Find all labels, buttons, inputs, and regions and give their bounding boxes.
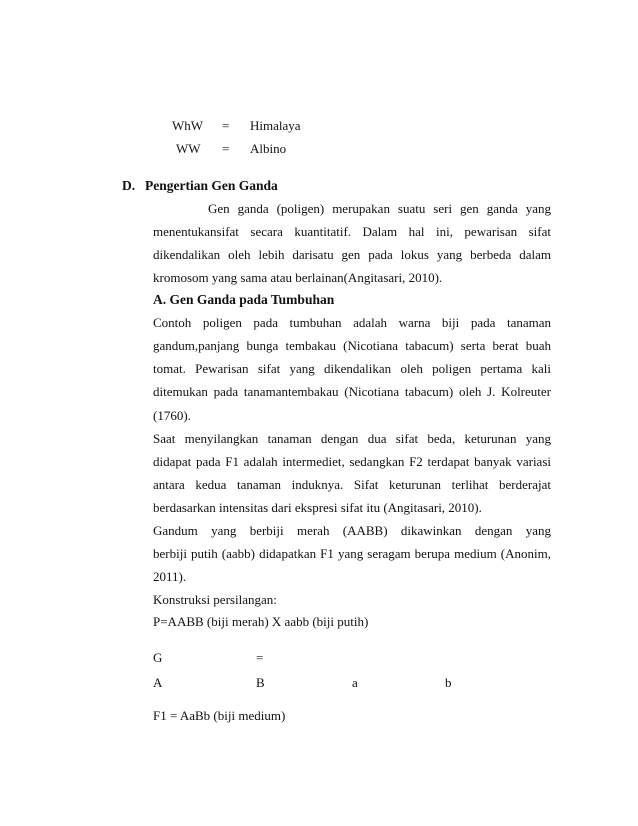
paragraph-line: berdasarkan intensitas dari ekspresi sifat itu (Angitasari, 2010). (153, 500, 482, 515)
equals-sign: = (222, 141, 230, 156)
parental-cross: P=AABB (biji merah) X aabb (biji putih) (153, 614, 369, 629)
gamete-a-lower: a (352, 675, 358, 690)
gamete-b-upper: B (256, 675, 265, 690)
paragraph-line: 2011). (153, 569, 187, 584)
genotype-whw: WhW (172, 118, 204, 133)
gamete-a-upper: A (153, 675, 163, 690)
paragraph-line: kromosom yang sama atau berlainan(Angitasari, 2010). (153, 270, 443, 285)
genotype-ww: WW (176, 141, 201, 156)
f1-result: F1 = AaBb (biji medium) (153, 708, 286, 723)
paragraph-line: ditemukan pada tanamantembakau (Nicotiana tabacum) oleh J. Kolreuter (153, 384, 551, 399)
section-title: Pengertian Gen Ganda (145, 178, 278, 193)
paragraph-line: Contoh poligen pada tumbuhan adalah warna biji pada tanaman (153, 315, 551, 330)
paragraph-line: menentukansifat secara kuantitatif. Dalam hal ini, pewarisan sifat (153, 224, 551, 239)
gamete-b-lower: b (445, 675, 452, 690)
paragraph-line: Saat menyilangkan tanaman dengan dua sifat beda, keturunan yang (153, 431, 551, 446)
section-label: D. (122, 178, 136, 193)
paragraph-line: gandum,panjang bunga tembakau (Nicotiana tabacum) serta berat buah (153, 338, 551, 353)
paragraph-line: (1760). (153, 408, 191, 423)
paragraph-line: antara kedua tanaman induknya. Sifat keturunan terlihat berderajat (153, 477, 551, 492)
phenotype-albino: Albino (250, 141, 287, 156)
phenotype-himalaya: Himalaya (250, 118, 301, 133)
paragraph-line: tomat. Pewarisan sifat yang dikendalikan oleh poligen pertama kali (153, 361, 551, 376)
paragraph-line: Gen ganda (poligen) merupakan suatu seri gen ganda yang (208, 201, 551, 216)
gamete-equals: = (256, 650, 264, 665)
paragraph-line: berbiji putih (aabb) didapatkan F1 yang seragam berupa medium (Anonim, (153, 546, 551, 561)
subsection-title: A. Gen Ganda pada Tumbuhan (153, 292, 335, 307)
paragraph-line: Gandum yang berbiji merah (AABB) dikawinkan dengan yang (153, 523, 551, 538)
konstruksi-label: Konstruksi persilangan: (153, 592, 277, 607)
paragraph-line: didapat pada F1 adalah intermediet, sedangkan F2 terdapat banyak variasi (153, 454, 551, 469)
paragraph-line: dikendalikan oleh lebih darisatu gen pada lokus yang berbeda dalam (153, 247, 551, 262)
gamete-label: G (153, 650, 163, 665)
equals-sign: = (222, 118, 230, 133)
